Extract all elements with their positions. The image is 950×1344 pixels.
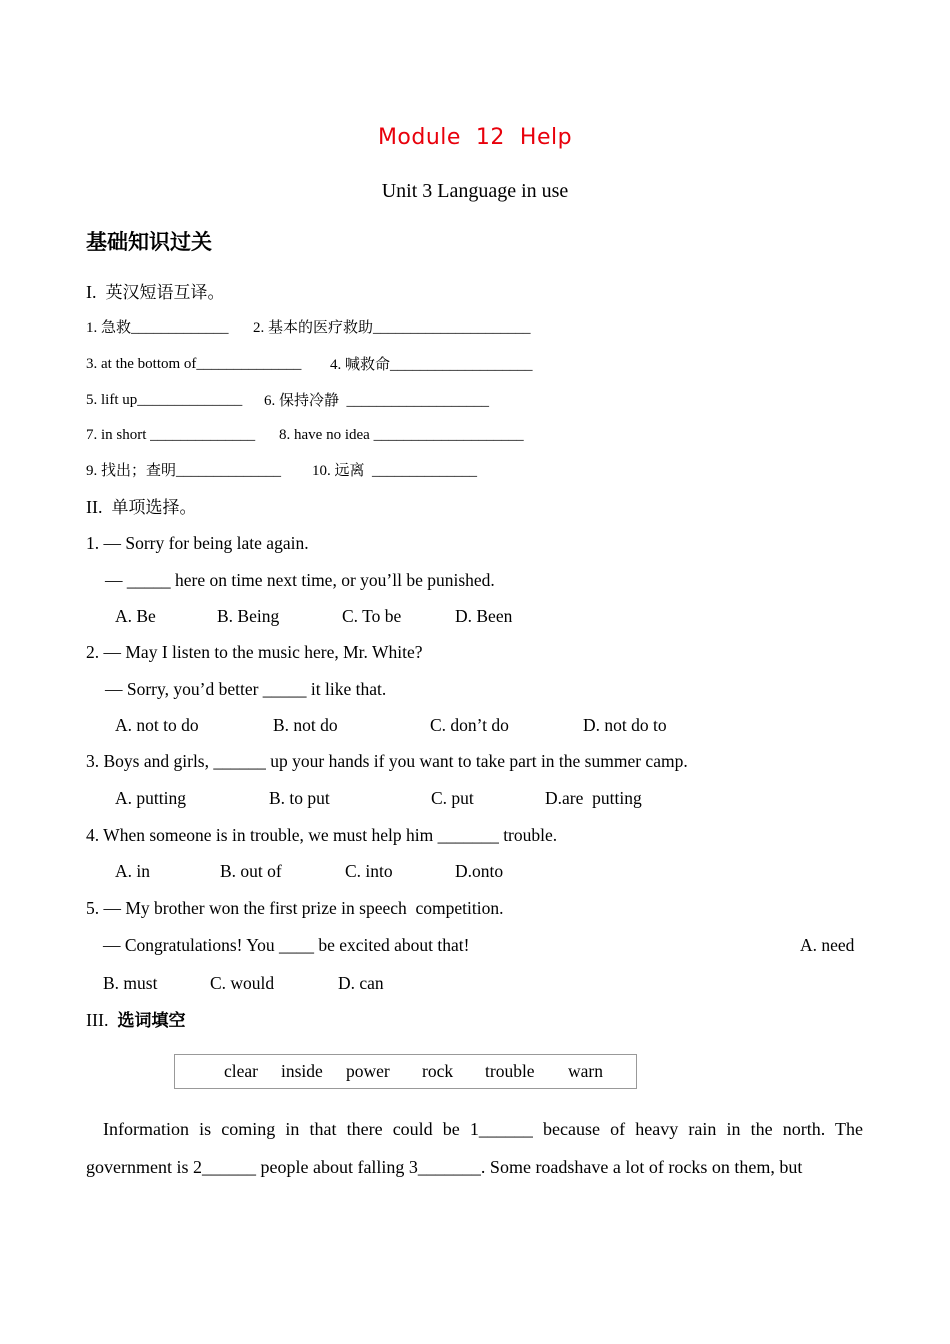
phrase-text: 急救 (101, 318, 132, 336)
word-bank-word: clear (224, 1061, 258, 1081)
phrase-item-6 (264, 393, 489, 409)
question-4-option-a: A. in (115, 861, 150, 881)
section1-number: I. (86, 282, 97, 302)
phrase-number: 10. (312, 463, 331, 479)
phrase-blank: _____________ (131, 320, 229, 336)
question-2-line: 2. — May I listen to the music here, Mr. White? (86, 642, 423, 662)
phrase-number: 4. (330, 357, 342, 373)
section1-label: 英汉短语互译。 (105, 283, 225, 303)
question-5-option-b: B. must (103, 973, 158, 993)
word-bank-word: trouble (485, 1061, 535, 1081)
phrase-blank: ___________________ (390, 357, 533, 373)
phrase-item-9 (86, 463, 281, 479)
section-heading: 基础知识过关 (86, 230, 212, 254)
phrase-item-2 (253, 320, 531, 336)
section3-label: 选词填空 (117, 1011, 186, 1031)
phrase-number: 8. (279, 427, 291, 443)
phrase-item-4 (330, 357, 533, 373)
phrase-blank: ______________ (150, 427, 256, 443)
question-3-option-b: B. to put (269, 788, 330, 808)
question-5-option-a: A. need (800, 935, 855, 955)
section3-title (86, 1011, 185, 1030)
section2-number: II. (86, 497, 103, 517)
question-3-option-c: C. put (431, 788, 474, 808)
phrase-blank: ___________________ (346, 393, 490, 409)
question-4-line: 4. When someone is in trouble, we must help him _______ trouble. (86, 825, 558, 845)
phrase-item-10 (312, 463, 477, 479)
question-2-option-b: B. not do (273, 715, 338, 735)
question-4-option-d: D.onto (455, 861, 504, 881)
phrase-text: 基本的医疗救助 (268, 318, 374, 336)
question-4-option-b: B. out of (220, 861, 282, 881)
phrase-text: have no idea (294, 427, 370, 443)
module-title: Module 12 Help (377, 125, 573, 150)
question-5-response: — Congratulations! You ____ be excited about that! (103, 935, 470, 955)
word-bank-word: rock (422, 1061, 454, 1081)
phrase-text: at the bottom of (101, 356, 197, 372)
section2-title (86, 498, 197, 517)
question-1-response: — _____ here on time next time, or you’ll be punished. (105, 570, 495, 590)
question-1-option-c: C. To be (342, 606, 402, 626)
phrase-number: 2. (253, 320, 265, 336)
phrase-number: 5. (86, 392, 98, 408)
section2-label: 单项选择。 (111, 498, 197, 518)
question-5-option-d: D. can (338, 973, 384, 993)
question-5-line: 5. — My brother won the first prize in speech competition. (86, 898, 504, 918)
phrase-text: in short (101, 427, 147, 443)
phrase-blank: ______________ (176, 463, 282, 479)
question-1-line: 1. — Sorry for being late again. (86, 533, 309, 553)
question-2-option-a: A. not to do (115, 715, 199, 735)
question-2-response: — Sorry, you’d better _____ it like that. (105, 679, 387, 699)
phrase-number: 3. (86, 356, 98, 372)
phrase-text: 找出；查明 (101, 461, 177, 479)
phrase-item-5 (86, 393, 242, 408)
question-3-option-d: D.are putting (545, 788, 642, 808)
word-bank-word: power (346, 1061, 390, 1081)
phrase-blank: ______________ (372, 463, 478, 479)
question-3-line: 3. Boys and girls, ______ up your hands if you want to take part in the summer camp. (86, 751, 688, 771)
phrase-blank: ____________________ (373, 427, 524, 443)
phrase-number: 9. (86, 463, 98, 479)
question-5-option-c: C. would (210, 973, 275, 993)
phrase-text: lift up (101, 392, 138, 408)
phrase-text: 保持冷静 (279, 391, 340, 409)
phrase-item-1 (86, 320, 229, 336)
phrase-blank: ______________ (137, 392, 243, 408)
phrase-item-7 (86, 428, 255, 443)
section3-number: III. (86, 1010, 109, 1030)
phrase-number: 6. (264, 393, 276, 409)
unit-subtitle: Unit 3 Language in use (381, 180, 569, 202)
question-3-option-a: A. putting (115, 788, 186, 808)
phrase-blank: ______________ (196, 356, 302, 372)
word-bank-word: warn (568, 1061, 603, 1081)
word-bank-word: inside (281, 1061, 323, 1081)
phrase-text: 远离 (334, 461, 365, 479)
question-1-option-d: D. Been (455, 606, 513, 626)
passage-line-2: government is 2______ people about falling 3_______. Some roadshave a lot of rocks on them, but (86, 1157, 803, 1177)
question-1-option-b: B. Being (217, 606, 280, 626)
phrase-number: 1. (86, 320, 98, 336)
question-4-option-c: C. into (345, 861, 393, 881)
section1-title (86, 283, 225, 302)
phrase-item-3 (86, 357, 301, 372)
phrase-number: 7. (86, 427, 98, 443)
question-2-option-c: C. don’t do (430, 715, 509, 735)
phrase-text: 喊救命 (345, 355, 391, 373)
passage-line-1: Information is coming in that there could be 1______ because of heavy rain in the north. The (103, 1119, 863, 1139)
phrase-blank: _____________________ (373, 320, 531, 336)
question-2-option-d: D. not do to (583, 715, 667, 735)
question-1-option-a: A. Be (115, 606, 156, 626)
phrase-item-8 (279, 428, 524, 443)
